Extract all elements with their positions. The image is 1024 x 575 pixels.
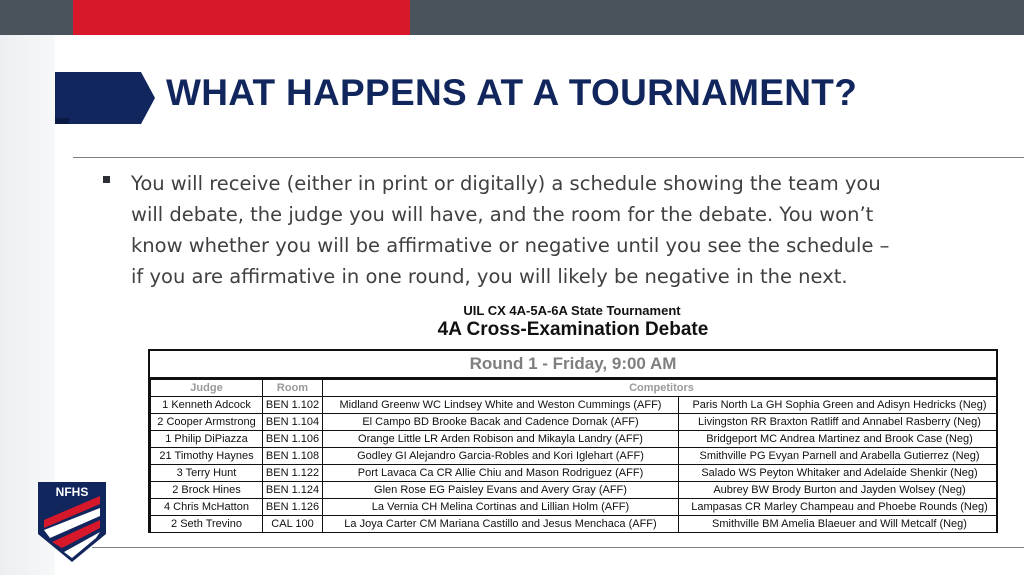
bottom-divider	[92, 547, 1024, 548]
table-row	[151, 431, 999, 448]
bullet-line: if you are affirmative in one round, you will likely be negative in the next.	[131, 265, 848, 288]
table-row	[151, 414, 999, 431]
cell-room: BEN 1.104	[263, 414, 323, 431]
col-header-room: Room	[263, 380, 323, 397]
page-title: WHAT HAPPENS AT A TOURNAMENT?	[166, 72, 858, 113]
cell-negative: Bridgeport MC Andrea Martinez and Brook Case (Neg)	[679, 431, 999, 448]
cell-affirmative: Glen Rose EG Paisley Evans and Avery Gray (AFF)	[323, 482, 679, 499]
logo-text: NFHS	[55, 485, 89, 499]
schedule-event-title: 4A Cross-Examination Debate	[437, 319, 709, 340]
table-row	[151, 448, 999, 465]
cell-negative: Aubrey BW Brody Burton and Jayden Wolsey (Neg)	[679, 482, 999, 499]
cell-affirmative: La Vernia CH Melina Cortinas and Lillian Holm (AFF)	[323, 499, 679, 516]
table-row	[151, 465, 999, 482]
table-row	[151, 482, 999, 499]
table-row	[151, 516, 999, 533]
top-bar-red-accent	[73, 0, 410, 35]
cell-affirmative: Port Lavaca Ca CR Allie Chiu and Mason Rodriguez (AFF)	[323, 465, 679, 482]
title-arrow-icon	[55, 72, 155, 124]
cell-affirmative: Orange Little LR Arden Robison and Mikayla Landry (AFF)	[323, 431, 679, 448]
cell-judge: 21 Timothy Haynes	[151, 448, 263, 465]
cell-negative: Lampasas CR Marley Champeau and Phoebe Rounds (Neg)	[679, 499, 999, 516]
table-row	[151, 499, 999, 516]
nfhs-logo	[38, 482, 106, 562]
cell-room: BEN 1.126	[263, 499, 323, 516]
cell-judge: 2 Brock Hines	[151, 482, 263, 499]
schedule-tournament-title: UIL CX 4A-5A-6A State Tournament	[463, 303, 681, 318]
table-row	[151, 397, 999, 414]
cell-judge: 2 Cooper Armstrong	[151, 414, 263, 431]
cell-room: BEN 1.122	[263, 465, 323, 482]
bullet-square-icon	[103, 176, 110, 183]
cell-room: BEN 1.102	[263, 397, 323, 414]
round-table	[148, 349, 998, 533]
col-header-judge: Judge	[151, 380, 263, 397]
cell-room: BEN 1.106	[263, 431, 323, 448]
cell-room: CAL 100	[263, 516, 323, 533]
bullet-line: know whether you will be affirmative or negative until you see the schedule –	[131, 234, 890, 257]
col-header-competitors: Competitors	[323, 380, 999, 397]
cell-judge: 4 Chris McHatton	[151, 499, 263, 516]
cell-negative: Paris North La GH Sophia Green and Adisyn Hedricks (Neg)	[679, 397, 999, 414]
round-title: Round 1 - Friday, 9:00 AM	[150, 351, 996, 379]
cell-affirmative: La Joya Carter CM Mariana Castillo and Jesus Menchaca (AFF)	[323, 516, 679, 533]
cell-negative: Livingston RR Braxton Ratliff and Annabel Rasberry (Neg)	[679, 414, 999, 431]
bullet-line: You will receive (either in print or digitally) a schedule showing the team you	[131, 172, 881, 195]
table-header-row	[151, 380, 999, 397]
bullet-line: will debate, the judge you will have, and the room for the debate. You won’t	[131, 203, 874, 226]
bullet-text	[131, 168, 951, 292]
cell-affirmative: Godley GI Alejandro Garcia-Robles and Kori Iglehart (AFF)	[323, 448, 679, 465]
schedule-image	[148, 303, 998, 541]
cell-judge: 2 Seth Trevino	[151, 516, 263, 533]
cell-room: BEN 1.124	[263, 482, 323, 499]
cell-room: BEN 1.108	[263, 448, 323, 465]
cell-judge: 1 Philip DiPiazza	[151, 431, 263, 448]
top-bar	[0, 0, 1024, 35]
cell-negative: Smithville PG Evyan Parnell and Arabella Gutierrez (Neg)	[679, 448, 999, 465]
title-divider	[73, 157, 1024, 158]
cell-judge: 3 Terry Hunt	[151, 465, 263, 482]
cell-judge: 1 Kenneth Adcock	[151, 397, 263, 414]
schedule-table	[150, 379, 998, 533]
cell-negative: Smithville BM Amelia Blaeuer and Will Metcalf (Neg)	[679, 516, 999, 533]
cell-affirmative: El Campo BD Brooke Bacak and Cadence Dornak (AFF)	[323, 414, 679, 431]
cell-negative: Salado WS Peyton Whitaker and Adelaide Shenkir (Neg)	[679, 465, 999, 482]
cell-affirmative: Midland Greenw WC Lindsey White and Weston Cummings (AFF)	[323, 397, 679, 414]
